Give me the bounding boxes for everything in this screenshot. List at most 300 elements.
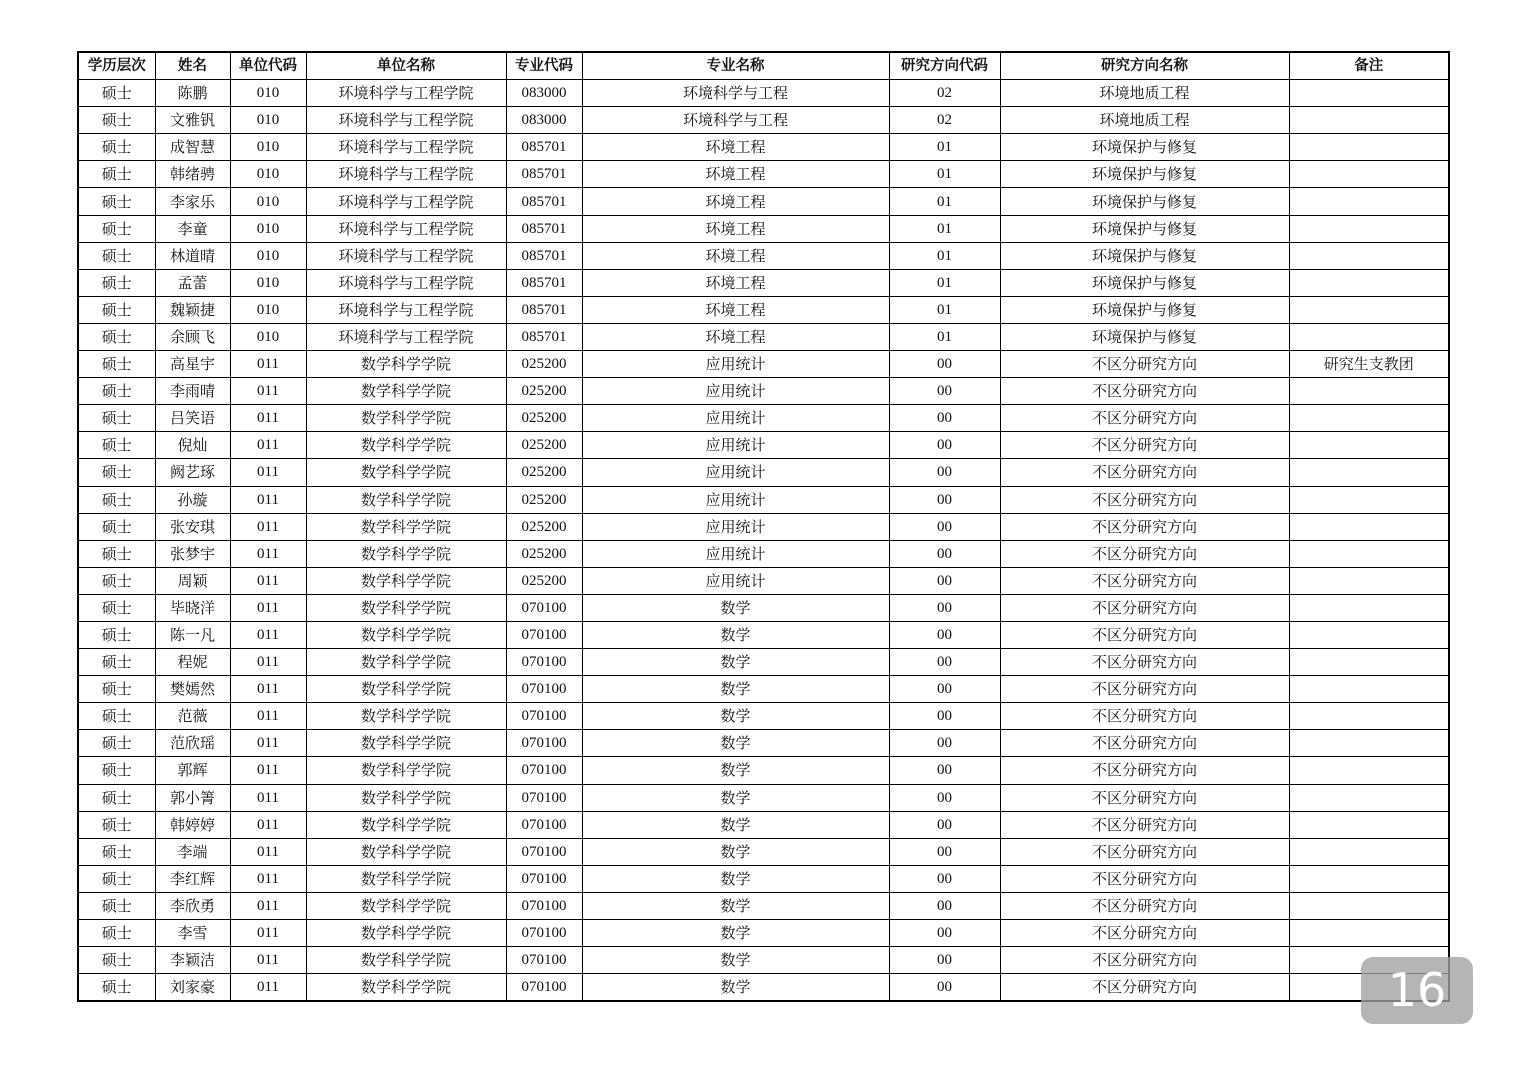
cell-degree-level: 硕士 <box>78 378 155 405</box>
cell-direction-code: 00 <box>889 865 1000 892</box>
cell-unit-name: 数学科学学院 <box>306 730 506 757</box>
cell-direction-name: 不区分研究方向 <box>1000 567 1289 594</box>
cell-direction-name: 不区分研究方向 <box>1000 486 1289 513</box>
table-row <box>78 730 1449 757</box>
cell-unit-code: 011 <box>230 459 306 486</box>
cell-major-code: 070100 <box>506 865 582 892</box>
cell-direction-name: 环境保护与修复 <box>1000 269 1289 296</box>
table-row <box>78 459 1449 486</box>
cell-remark <box>1289 838 1449 865</box>
cell-degree-level: 硕士 <box>78 920 155 947</box>
cell-major-code: 025200 <box>506 459 582 486</box>
cell-remark <box>1289 378 1449 405</box>
cell-major-name: 应用统计 <box>582 486 889 513</box>
table-row <box>78 784 1449 811</box>
cell-direction-name: 不区分研究方向 <box>1000 676 1289 703</box>
cell-unit-name: 数学科学学院 <box>306 540 506 567</box>
cell-remark <box>1289 80 1449 107</box>
cell-major-name: 数学 <box>582 974 889 1002</box>
cell-name: 李红辉 <box>155 865 230 892</box>
cell-degree-level: 硕士 <box>78 811 155 838</box>
cell-degree-level: 硕士 <box>78 892 155 919</box>
cell-direction-name: 环境保护与修复 <box>1000 323 1289 350</box>
cell-direction-name: 不区分研究方向 <box>1000 459 1289 486</box>
cell-major-name: 应用统计 <box>582 513 889 540</box>
cell-major-name: 数学 <box>582 838 889 865</box>
cell-direction-name: 环境保护与修复 <box>1000 188 1289 215</box>
cell-remark <box>1289 215 1449 242</box>
cell-unit-name: 数学科学学院 <box>306 567 506 594</box>
cell-name: 樊嫣然 <box>155 676 230 703</box>
cell-name: 陈鹏 <box>155 80 230 107</box>
cell-name: 陈一凡 <box>155 621 230 648</box>
cell-direction-name: 不区分研究方向 <box>1000 378 1289 405</box>
cell-major-code: 025200 <box>506 378 582 405</box>
cell-major-name: 应用统计 <box>582 567 889 594</box>
table-row <box>78 188 1449 215</box>
cell-direction-code: 00 <box>889 459 1000 486</box>
cell-remark <box>1289 784 1449 811</box>
cell-major-code: 070100 <box>506 838 582 865</box>
cell-degree-level: 硕士 <box>78 567 155 594</box>
cell-direction-name: 不区分研究方向 <box>1000 920 1289 947</box>
cell-direction-code: 00 <box>889 486 1000 513</box>
cell-unit-name: 数学科学学院 <box>306 378 506 405</box>
cell-name: 余顾飞 <box>155 323 230 350</box>
table-row <box>78 540 1449 567</box>
page-number-badge: 16 <box>1361 957 1473 1024</box>
cell-major-code: 085701 <box>506 242 582 269</box>
cell-direction-code: 00 <box>889 784 1000 811</box>
cell-unit-code: 010 <box>230 296 306 323</box>
cell-name: 李雨晴 <box>155 378 230 405</box>
cell-major-code: 070100 <box>506 676 582 703</box>
cell-major-code: 085701 <box>506 269 582 296</box>
cell-major-name: 数学 <box>582 784 889 811</box>
cell-major-name: 环境工程 <box>582 161 889 188</box>
cell-major-code: 025200 <box>506 351 582 378</box>
cell-name: 李家乐 <box>155 188 230 215</box>
cell-name: 程妮 <box>155 649 230 676</box>
cell-unit-name: 数学科学学院 <box>306 757 506 784</box>
cell-name: 张梦宇 <box>155 540 230 567</box>
cell-unit-code: 011 <box>230 621 306 648</box>
cell-direction-name: 环境保护与修复 <box>1000 161 1289 188</box>
cell-unit-name: 数学科学学院 <box>306 405 506 432</box>
cell-remark <box>1289 134 1449 161</box>
cell-direction-name: 不区分研究方向 <box>1000 405 1289 432</box>
cell-degree-level: 硕士 <box>78 676 155 703</box>
cell-major-code: 070100 <box>506 730 582 757</box>
cell-remark <box>1289 703 1449 730</box>
cell-remark <box>1289 432 1449 459</box>
cell-unit-name: 数学科学学院 <box>306 351 506 378</box>
table-row <box>78 513 1449 540</box>
table-row <box>78 649 1449 676</box>
cell-unit-code: 010 <box>230 188 306 215</box>
cell-direction-name: 不区分研究方向 <box>1000 513 1289 540</box>
cell-direction-code: 00 <box>889 378 1000 405</box>
cell-direction-code: 00 <box>889 703 1000 730</box>
cell-name: 孙璇 <box>155 486 230 513</box>
cell-unit-name: 环境科学与工程学院 <box>306 80 506 107</box>
table-row <box>78 134 1449 161</box>
cell-major-name: 数学 <box>582 676 889 703</box>
cell-major-name: 应用统计 <box>582 351 889 378</box>
cell-direction-name: 不区分研究方向 <box>1000 974 1289 1002</box>
cell-unit-code: 011 <box>230 378 306 405</box>
table-row <box>78 974 1449 1002</box>
table-row <box>78 621 1449 648</box>
cell-direction-code: 00 <box>889 838 1000 865</box>
cell-degree-level: 硕士 <box>78 486 155 513</box>
cell-unit-name: 数学科学学院 <box>306 459 506 486</box>
cell-direction-name: 环境保护与修复 <box>1000 296 1289 323</box>
table-row <box>78 703 1449 730</box>
cell-remark <box>1289 107 1449 134</box>
cell-remark <box>1289 269 1449 296</box>
cell-direction-code: 00 <box>889 757 1000 784</box>
cell-remark <box>1289 676 1449 703</box>
cell-name: 韩婷婷 <box>155 811 230 838</box>
cell-unit-code: 011 <box>230 865 306 892</box>
cell-unit-code: 010 <box>230 80 306 107</box>
cell-remark <box>1289 594 1449 621</box>
cell-unit-name: 数学科学学院 <box>306 865 506 892</box>
cell-degree-level: 硕士 <box>78 161 155 188</box>
cell-direction-name: 环境地质工程 <box>1000 107 1289 134</box>
cell-direction-code: 01 <box>889 134 1000 161</box>
cell-direction-name: 不区分研究方向 <box>1000 351 1289 378</box>
cell-unit-code: 011 <box>230 405 306 432</box>
column-header-remark: 备注 <box>1289 52 1449 80</box>
cell-major-name: 环境工程 <box>582 296 889 323</box>
cell-name: 吕笑语 <box>155 405 230 432</box>
cell-unit-name: 环境科学与工程学院 <box>306 215 506 242</box>
table-row <box>78 269 1449 296</box>
cell-major-name: 环境工程 <box>582 242 889 269</box>
cell-name: 韩绪骋 <box>155 161 230 188</box>
cell-degree-level: 硕士 <box>78 351 155 378</box>
cell-degree-level: 硕士 <box>78 107 155 134</box>
cell-unit-code: 010 <box>230 161 306 188</box>
cell-direction-name: 不区分研究方向 <box>1000 703 1289 730</box>
cell-degree-level: 硕士 <box>78 323 155 350</box>
cell-major-code: 085701 <box>506 296 582 323</box>
column-header-direction-code: 研究方向代码 <box>889 52 1000 80</box>
cell-name: 李颖洁 <box>155 947 230 974</box>
cell-direction-name: 不区分研究方向 <box>1000 892 1289 919</box>
table-row <box>78 378 1449 405</box>
cell-major-code: 085701 <box>506 188 582 215</box>
cell-direction-name: 不区分研究方向 <box>1000 540 1289 567</box>
cell-direction-code: 00 <box>889 811 1000 838</box>
cell-unit-name: 数学科学学院 <box>306 811 506 838</box>
cell-remark <box>1289 621 1449 648</box>
cell-major-name: 数学 <box>582 920 889 947</box>
cell-direction-code: 00 <box>889 974 1000 1002</box>
cell-unit-code: 011 <box>230 920 306 947</box>
cell-direction-code: 00 <box>889 621 1000 648</box>
cell-direction-code: 02 <box>889 80 1000 107</box>
cell-unit-code: 011 <box>230 703 306 730</box>
cell-degree-level: 硕士 <box>78 621 155 648</box>
cell-degree-level: 硕士 <box>78 242 155 269</box>
table-row <box>78 296 1449 323</box>
cell-major-code: 085701 <box>506 134 582 161</box>
cell-major-code: 083000 <box>506 80 582 107</box>
cell-direction-name: 不区分研究方向 <box>1000 432 1289 459</box>
cell-direction-code: 00 <box>889 567 1000 594</box>
cell-remark <box>1289 296 1449 323</box>
cell-degree-level: 硕士 <box>78 513 155 540</box>
table-row <box>78 323 1449 350</box>
cell-degree-level: 硕士 <box>78 594 155 621</box>
cell-degree-level: 硕士 <box>78 432 155 459</box>
cell-direction-name: 不区分研究方向 <box>1000 594 1289 621</box>
cell-major-name: 数学 <box>582 892 889 919</box>
cell-degree-level: 硕士 <box>78 215 155 242</box>
cell-major-name: 环境工程 <box>582 134 889 161</box>
table-row <box>78 432 1449 459</box>
cell-major-code: 025200 <box>506 432 582 459</box>
cell-name: 魏颖捷 <box>155 296 230 323</box>
cell-major-code: 085701 <box>506 323 582 350</box>
cell-unit-code: 011 <box>230 730 306 757</box>
cell-major-code: 070100 <box>506 621 582 648</box>
cell-major-code: 070100 <box>506 920 582 947</box>
cell-remark <box>1289 730 1449 757</box>
cell-unit-code: 010 <box>230 242 306 269</box>
cell-major-code: 070100 <box>506 649 582 676</box>
table-row <box>78 757 1449 784</box>
cell-direction-code: 00 <box>889 351 1000 378</box>
cell-unit-name: 环境科学与工程学院 <box>306 188 506 215</box>
cell-remark <box>1289 459 1449 486</box>
cell-major-code: 085701 <box>506 215 582 242</box>
cell-direction-code: 00 <box>889 540 1000 567</box>
cell-unit-name: 环境科学与工程学院 <box>306 107 506 134</box>
cell-unit-name: 数学科学学院 <box>306 974 506 1002</box>
cell-direction-name: 环境保护与修复 <box>1000 215 1289 242</box>
cell-direction-code: 00 <box>889 513 1000 540</box>
cell-name: 李端 <box>155 838 230 865</box>
cell-unit-code: 010 <box>230 269 306 296</box>
cell-direction-name: 不区分研究方向 <box>1000 811 1289 838</box>
cell-major-name: 应用统计 <box>582 405 889 432</box>
cell-direction-code: 00 <box>889 432 1000 459</box>
cell-name: 李欣勇 <box>155 892 230 919</box>
cell-degree-level: 硕士 <box>78 730 155 757</box>
cell-remark <box>1289 567 1449 594</box>
cell-degree-level: 硕士 <box>78 649 155 676</box>
cell-direction-name: 环境地质工程 <box>1000 80 1289 107</box>
cell-name: 刘家豪 <box>155 974 230 1002</box>
cell-major-code: 070100 <box>506 947 582 974</box>
cell-major-name: 数学 <box>582 703 889 730</box>
cell-remark <box>1289 486 1449 513</box>
cell-major-code: 070100 <box>506 811 582 838</box>
cell-unit-name: 数学科学学院 <box>306 649 506 676</box>
cell-direction-code: 00 <box>889 892 1000 919</box>
cell-major-code: 025200 <box>506 567 582 594</box>
cell-unit-code: 011 <box>230 947 306 974</box>
cell-unit-name: 数学科学学院 <box>306 676 506 703</box>
table-body <box>78 80 1449 1002</box>
table-row <box>78 920 1449 947</box>
cell-unit-code: 010 <box>230 107 306 134</box>
cell-degree-level: 硕士 <box>78 296 155 323</box>
cell-name: 李童 <box>155 215 230 242</box>
table-row <box>78 215 1449 242</box>
column-header-direction-name: 研究方向名称 <box>1000 52 1289 80</box>
admission-list-table <box>77 51 1450 1002</box>
cell-name: 李雪 <box>155 920 230 947</box>
cell-unit-name: 数学科学学院 <box>306 920 506 947</box>
cell-unit-name: 数学科学学院 <box>306 947 506 974</box>
cell-degree-level: 硕士 <box>78 459 155 486</box>
cell-major-name: 应用统计 <box>582 540 889 567</box>
cell-direction-name: 环境保护与修复 <box>1000 134 1289 161</box>
cell-direction-code: 01 <box>889 323 1000 350</box>
cell-direction-name: 不区分研究方向 <box>1000 838 1289 865</box>
cell-remark <box>1289 540 1449 567</box>
cell-direction-name: 不区分研究方向 <box>1000 757 1289 784</box>
cell-major-name: 数学 <box>582 947 889 974</box>
cell-name: 林道晴 <box>155 242 230 269</box>
cell-direction-name: 不区分研究方向 <box>1000 784 1289 811</box>
cell-unit-name: 环境科学与工程学院 <box>306 161 506 188</box>
cell-degree-level: 硕士 <box>78 757 155 784</box>
cell-direction-code: 00 <box>889 676 1000 703</box>
cell-major-name: 环境工程 <box>582 215 889 242</box>
cell-unit-name: 环境科学与工程学院 <box>306 296 506 323</box>
table-row <box>78 161 1449 188</box>
cell-name: 张安琪 <box>155 513 230 540</box>
cell-remark <box>1289 188 1449 215</box>
cell-major-code: 070100 <box>506 594 582 621</box>
cell-unit-name: 数学科学学院 <box>306 486 506 513</box>
cell-remark: 研究生支教团 <box>1289 351 1449 378</box>
cell-major-name: 数学 <box>582 649 889 676</box>
table-row <box>78 676 1449 703</box>
cell-unit-code: 011 <box>230 676 306 703</box>
cell-direction-code: 01 <box>889 296 1000 323</box>
cell-major-name: 环境工程 <box>582 269 889 296</box>
cell-unit-name: 数学科学学院 <box>306 703 506 730</box>
column-header-major-code: 专业代码 <box>506 52 582 80</box>
cell-degree-level: 硕士 <box>78 784 155 811</box>
cell-major-name: 数学 <box>582 865 889 892</box>
cell-direction-code: 00 <box>889 947 1000 974</box>
column-header-unit-code: 单位代码 <box>230 52 306 80</box>
cell-name: 倪灿 <box>155 432 230 459</box>
cell-major-name: 应用统计 <box>582 432 889 459</box>
cell-major-code: 070100 <box>506 974 582 1002</box>
table-row <box>78 486 1449 513</box>
table-row <box>78 838 1449 865</box>
cell-name: 郭辉 <box>155 757 230 784</box>
cell-major-name: 数学 <box>582 594 889 621</box>
cell-major-code: 070100 <box>506 784 582 811</box>
cell-unit-code: 011 <box>230 649 306 676</box>
cell-name: 成智慧 <box>155 134 230 161</box>
cell-direction-name: 环境保护与修复 <box>1000 242 1289 269</box>
cell-unit-name: 数学科学学院 <box>306 432 506 459</box>
cell-name: 阙艺琢 <box>155 459 230 486</box>
cell-unit-name: 环境科学与工程学院 <box>306 269 506 296</box>
cell-unit-code: 010 <box>230 323 306 350</box>
cell-remark <box>1289 513 1449 540</box>
table-row <box>78 865 1449 892</box>
table-row <box>78 892 1449 919</box>
table-row <box>78 811 1449 838</box>
cell-name: 范欣瑶 <box>155 730 230 757</box>
cell-direction-code: 00 <box>889 730 1000 757</box>
cell-major-code: 025200 <box>506 540 582 567</box>
cell-degree-level: 硕士 <box>78 540 155 567</box>
cell-unit-name: 数学科学学院 <box>306 513 506 540</box>
cell-unit-name: 数学科学学院 <box>306 594 506 621</box>
cell-degree-level: 硕士 <box>78 269 155 296</box>
cell-direction-code: 01 <box>889 188 1000 215</box>
table-row <box>78 107 1449 134</box>
cell-unit-code: 011 <box>230 567 306 594</box>
cell-remark <box>1289 865 1449 892</box>
cell-degree-level: 硕士 <box>78 405 155 432</box>
cell-unit-code: 010 <box>230 134 306 161</box>
cell-major-code: 025200 <box>506 486 582 513</box>
table-row <box>78 567 1449 594</box>
cell-remark <box>1289 892 1449 919</box>
cell-degree-level: 硕士 <box>78 974 155 1002</box>
cell-unit-code: 011 <box>230 974 306 1002</box>
cell-unit-name: 环境科学与工程学院 <box>306 323 506 350</box>
cell-direction-name: 不区分研究方向 <box>1000 865 1289 892</box>
table-row <box>78 405 1449 432</box>
cell-degree-level: 硕士 <box>78 865 155 892</box>
cell-direction-name: 不区分研究方向 <box>1000 730 1289 757</box>
cell-unit-code: 011 <box>230 757 306 784</box>
table-row <box>78 80 1449 107</box>
cell-remark <box>1289 811 1449 838</box>
cell-major-code: 025200 <box>506 513 582 540</box>
cell-direction-code: 00 <box>889 649 1000 676</box>
cell-name: 范薇 <box>155 703 230 730</box>
cell-major-code: 070100 <box>506 757 582 784</box>
cell-unit-code: 011 <box>230 486 306 513</box>
table-row <box>78 594 1449 621</box>
cell-remark <box>1289 161 1449 188</box>
cell-major-code: 070100 <box>506 892 582 919</box>
cell-degree-level: 硕士 <box>78 188 155 215</box>
cell-direction-code: 01 <box>889 161 1000 188</box>
cell-unit-name: 数学科学学院 <box>306 621 506 648</box>
cell-unit-name: 环境科学与工程学院 <box>306 242 506 269</box>
table-row <box>78 242 1449 269</box>
cell-direction-code: 00 <box>889 405 1000 432</box>
cell-major-name: 数学 <box>582 811 889 838</box>
table-row <box>78 351 1449 378</box>
column-header-major-name: 专业名称 <box>582 52 889 80</box>
cell-major-name: 环境科学与工程 <box>582 107 889 134</box>
column-header-unit-name: 单位名称 <box>306 52 506 80</box>
cell-unit-name: 数学科学学院 <box>306 784 506 811</box>
cell-name: 周颖 <box>155 567 230 594</box>
cell-direction-code: 01 <box>889 242 1000 269</box>
cell-remark <box>1289 920 1449 947</box>
column-header-name: 姓名 <box>155 52 230 80</box>
